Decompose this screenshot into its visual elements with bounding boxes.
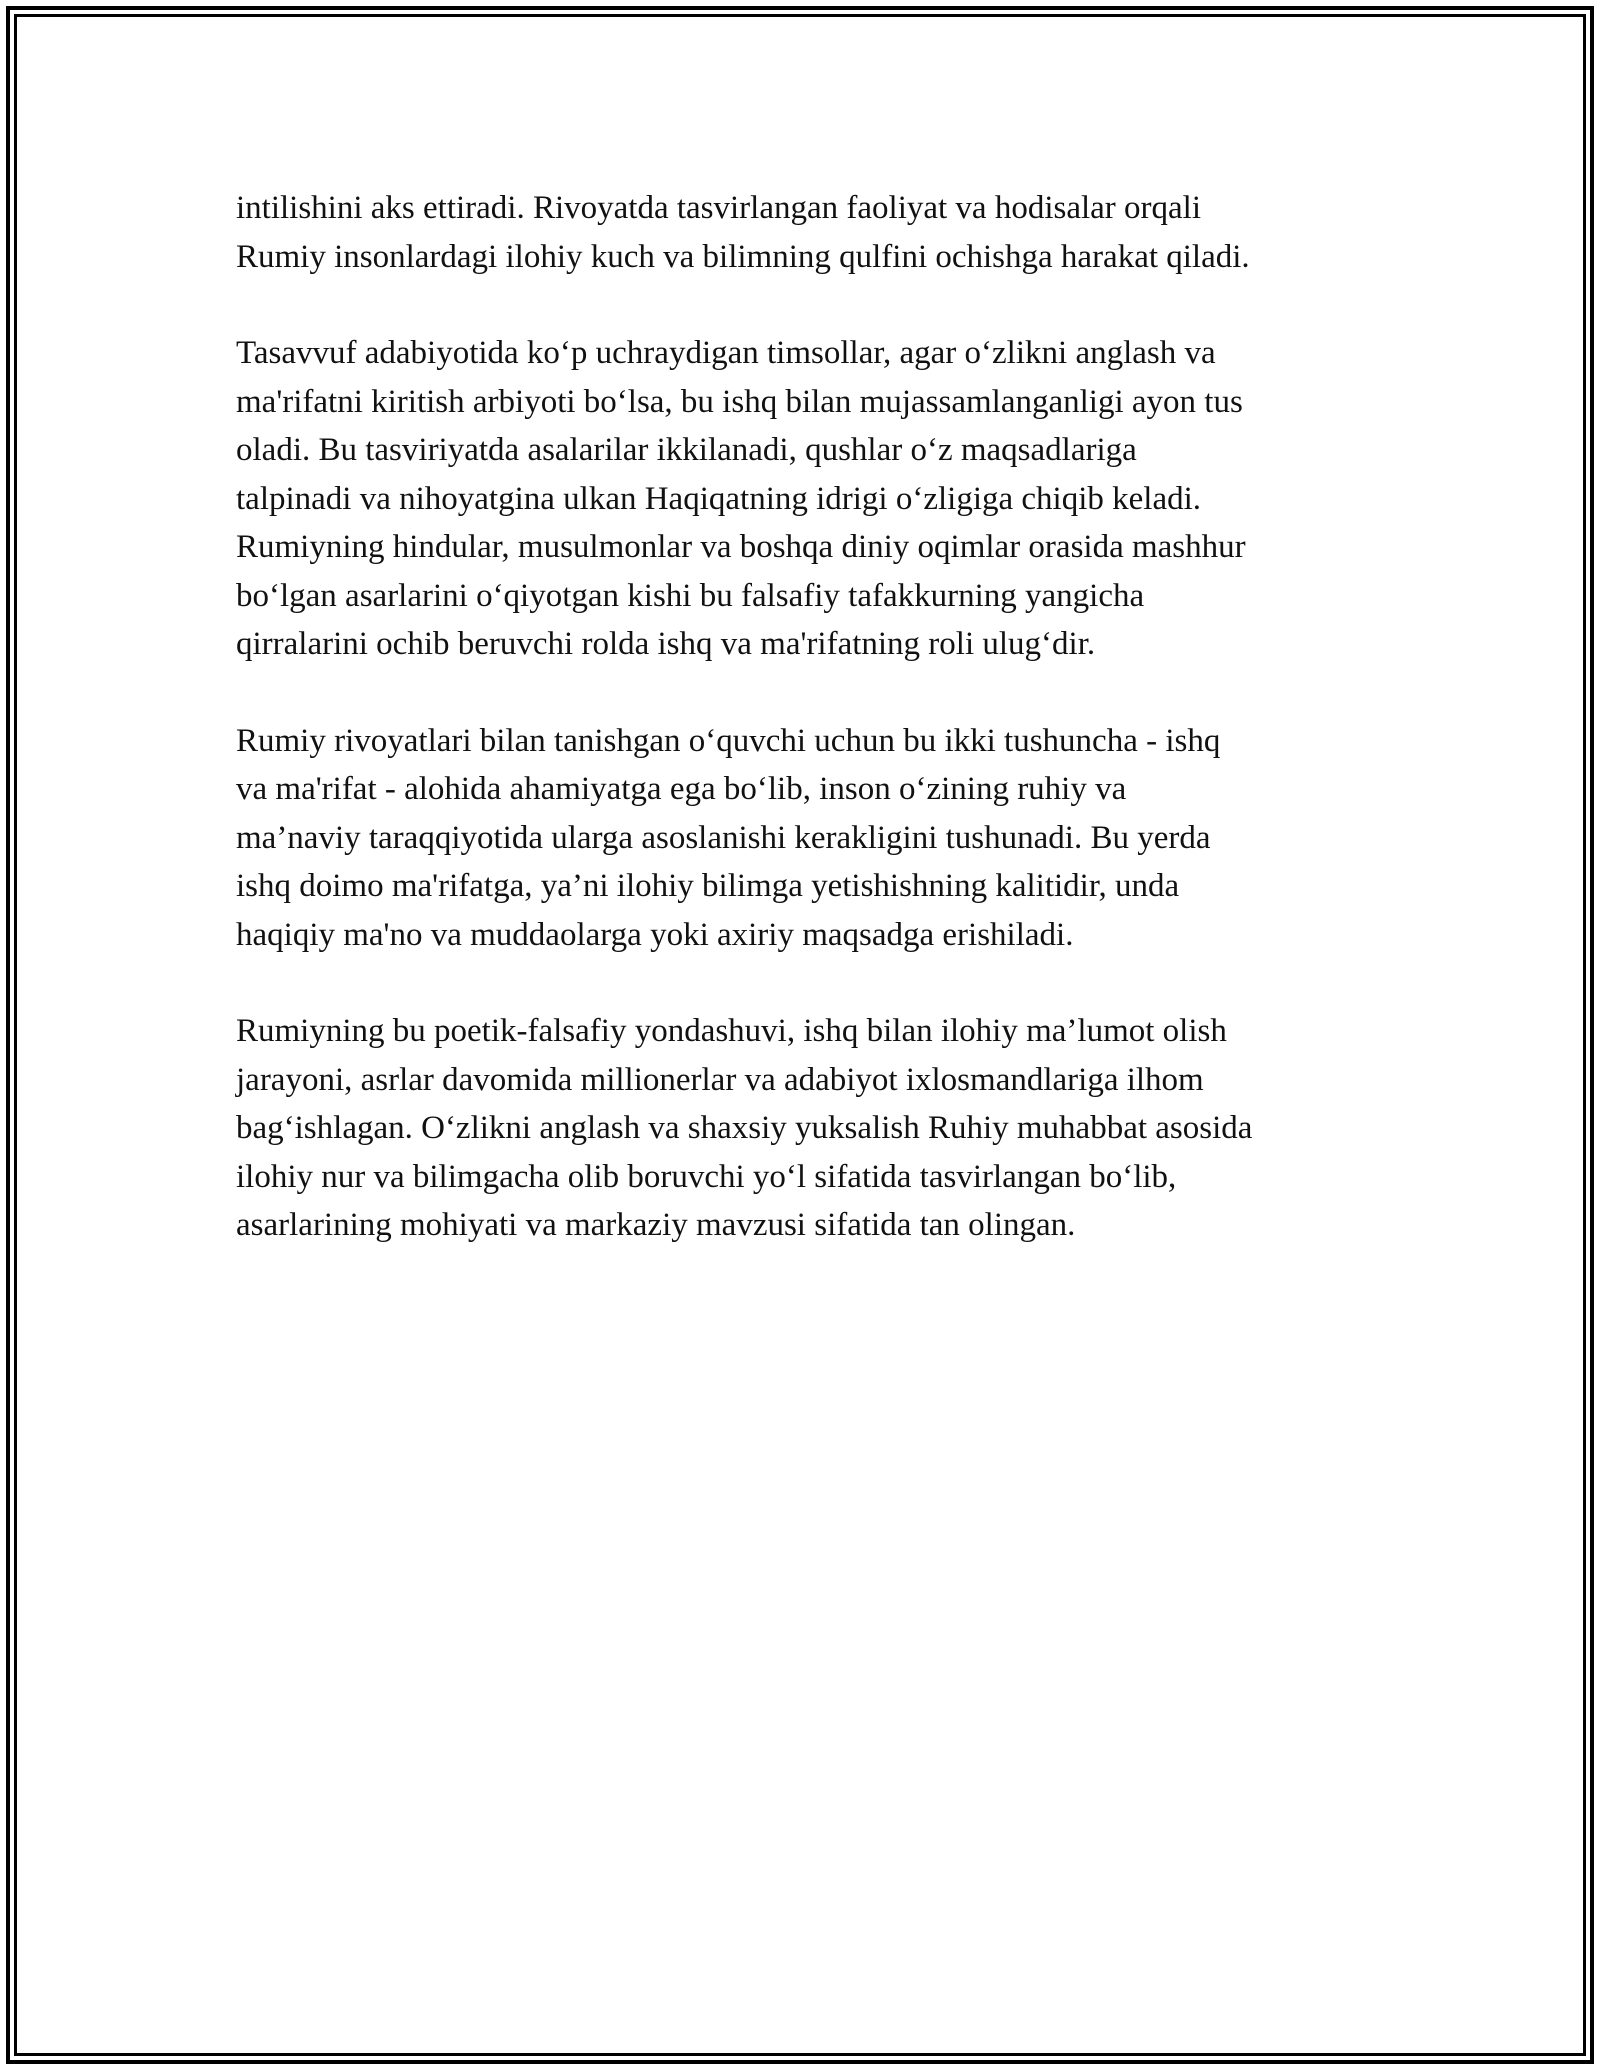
text-line: haqiqiy ma'no va muddaolarga yoki axiriy maqsadga erishiladi. [236,916,1074,953]
text-line: oladi. Bu tasviriyatda asalarilar ikkilanadi, qushlar o‘z maqsadlariga [236,432,1137,468]
text-line: ishq doimo ma'rifatga, ya’ni ilohiy bilimga yetishishning kalitidir, unda [236,868,1180,904]
paragraph-4 [236,1007,1386,1250]
text-line: Tasavvuf adabiyotida ko‘p uchraydigan timsollar, agar o‘zlikni anglash va [236,335,1216,371]
text-line: ma’naviy taraqqiyotida ularga asoslanishi kerakligini tushunadi. Bu yerda [236,819,1211,856]
text-line: va ma'rifat - alohida ahamiyatga ega bo‘lib, inson o‘zining ruhiy va [236,771,1127,807]
text-line: asarlarining mohiyati va markaziy mavzusi sifatida tan olingan. [236,1207,1076,1243]
paragraph-3 [236,717,1386,960]
text-line: intilishini aks ettiradi. Rivoyatda tasvirlangan faoliyat va hodisalar orqali [236,190,1202,226]
text-line: ilohiy nur va bilimgacha olib boruvchi yo‘l sifatida tasvirlangan bo‘lib, [236,1158,1177,1195]
text-line: qirralarini ochib beruvchi rolda ishq va ma'rifatning roli ulug‘dir. [236,626,1096,662]
text-line: bo‘lgan asarlarini o‘qiyotgan kishi bu falsafiy tafakkurning yangicha [236,577,1145,614]
document-body [236,184,1386,1298]
paragraph-2 [236,329,1386,669]
text-line: Rumiy rivoyatlari bilan tanishgan o‘quvchi uchun bu ikki tushuncha - ishq [236,722,1221,759]
paragraph-1 [236,184,1386,281]
text-line: talpinadi va nihoyatgina ulkan Haqiqatning idrigi o‘zligiga chiqib keladi. [236,480,1202,517]
text-line: bag‘ishlagan. O‘zlikni anglash va shaxsiy yuksalish Ruhiy muhabbat asosida [236,1110,1253,1146]
text-line: Rumiy insonlardagi ilohiy kuch va bilimning qulfini ochishga harakat qiladi. [236,238,1250,275]
text-line: Rumiyning hindular, musulmonlar va boshqa diniy oqimlar orasida mashhur [236,529,1246,565]
text-line: ma'rifatni kiritish arbiyoti bo‘lsa, bu ishq bilan mujassamlanganligi ayon tus [236,383,1243,420]
text-line: jarayoni, asrlar davomida millionerlar va adabiyot ixlosmandlariga ilhom [236,1061,1204,1098]
text-line: Rumiyning bu poetik-falsafiy yondashuvi, ishq bilan ilohiy ma’lumot olish [236,1013,1227,1049]
